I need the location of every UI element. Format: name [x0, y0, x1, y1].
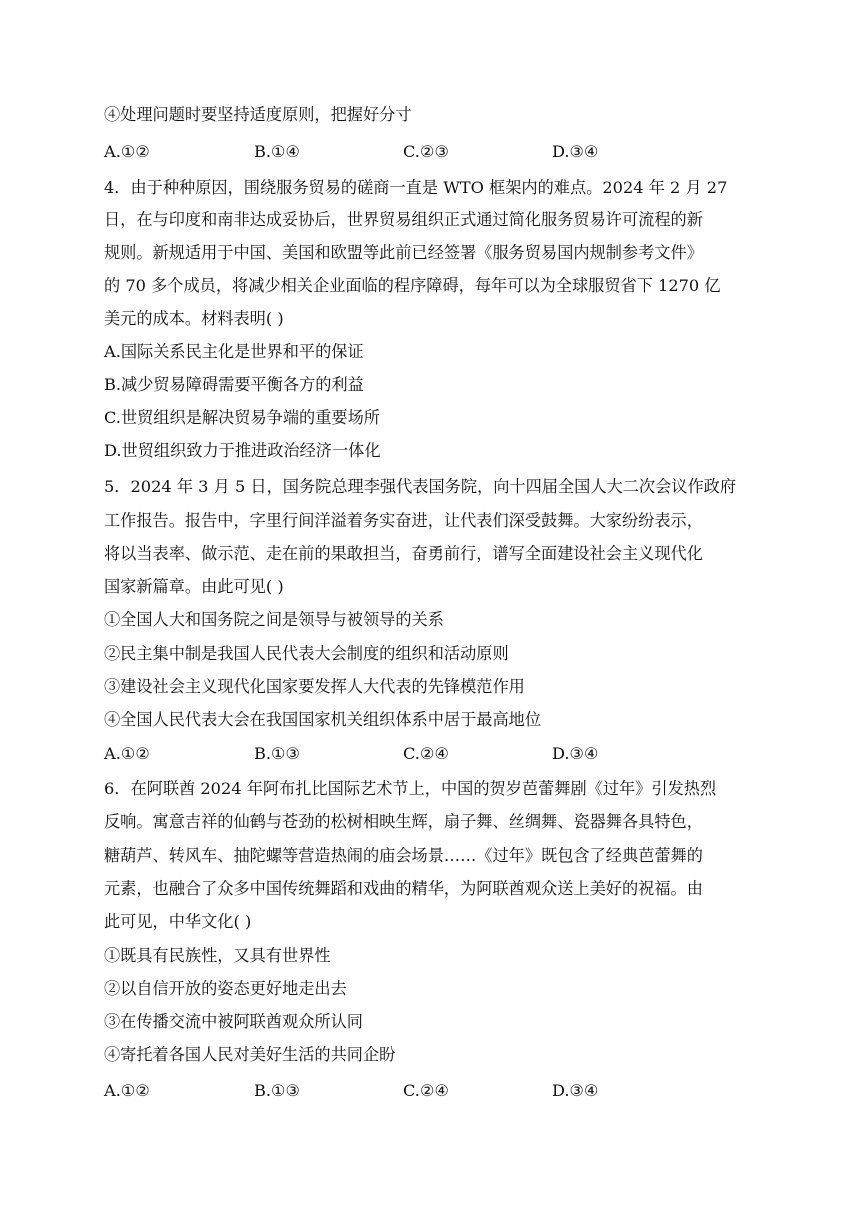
q5-item-1: ①全国人大和国务院之间是领导与被领导的关系 [104, 610, 444, 629]
q3-option-a: A.①② [104, 142, 150, 161]
q5-stem-line-2: 工作报告。报告中，字里行间洋溢着务实奋进，让代表们深受鼓舞。大家纷纷表示， [104, 511, 703, 530]
q5-item-4: ④全国人民代表大会在我国国家机关组织体系中居于最高地位 [104, 710, 542, 729]
q6-option-d: D.③④ [552, 1081, 599, 1100]
q6-stem-line-2: 反响。寓意吉祥的仙鹤与苍劲的松树相映生辉，扇子舞、丝绸舞、瓷器舞各具特色， [104, 812, 703, 831]
q6-option-c: C.②④ [403, 1081, 449, 1100]
q6-stem-line-3: 糖葫芦、转风车、抽陀螺等营造热闹的庙会场景……《过年》既包含了经典芭蕾舞的 [104, 846, 703, 865]
q3-option-b: B.①④ [254, 142, 301, 161]
q4-stem-line-2: 日，在与印度和南非达成妥协后，世界贸易组织正式通过简化服务贸易许可流程的新 [104, 210, 703, 229]
q5-stem-line-4: 国家新篇章。由此可见( ) [104, 577, 284, 596]
q5-option-d: D.③④ [552, 744, 599, 763]
q4-stem-line-4: 的 70 多个成员，将减少相关企业面临的程序障碍，每年可以为全球服贸省下 1270 亿 [104, 276, 721, 295]
q6-option-b: B.①③ [254, 1081, 301, 1100]
q6-stem-line-5: 此可见，中华文化( ) [104, 912, 252, 931]
q4-option-a: A.国际关系民主化是世界和平的保证 [104, 342, 364, 361]
q4-stem-line-1: 4．由于种种原因，围绕服务贸易的磋商一直是 WTO 框架内的难点。2024 年 2 月 27 [104, 178, 728, 197]
q6-stem-line-4: 元素，也融合了众多中国传统舞蹈和戏曲的精华，为阿联酋观众送上美好的祝福。由 [104, 879, 703, 898]
q6-stem-line-1: 6．在阿联酋 2024 年阿布扎比国际艺术节上，中国的贺岁芭蕾舞剧《过年》引发热烈 [104, 779, 717, 798]
q3-option-d: D.③④ [552, 142, 599, 161]
q6-item-4: ④寄托着各国人民对美好生活的共同企盼 [104, 1045, 396, 1064]
q5-item-3: ③建设社会主义现代化国家要发挥人大代表的先锋模范作用 [104, 677, 525, 696]
q6-item-2: ②以自信开放的姿态更好地走出去 [104, 979, 347, 998]
q4-option-b: B.减少贸易障碍需要平衡各方的利益 [104, 375, 364, 394]
q5-option-c: C.②④ [403, 744, 449, 763]
q5-stem-line-1: 5．2024 年 3 月 5 日，国务院总理李强代表国务院，向十四届全国人大二次会议作政府 [104, 477, 737, 496]
q4-stem-line-5: 美元的成本。材料表明( ) [104, 309, 284, 328]
q5-option-b: B.①③ [254, 744, 301, 763]
q6-item-3: ③在传播交流中被阿联酋观众所认同 [104, 1012, 363, 1031]
q5-stem-line-3: 将以当表率、做示范、走在前的果敢担当，奋勇前行，谱写全面建设社会主义现代化 [104, 544, 703, 563]
q4-option-c: C.世贸组织是解决贸易争端的重要场所 [104, 408, 380, 427]
q6-item-1: ①既具有民族性，又具有世界性 [104, 946, 331, 965]
q5-item-2: ②民主集中制是我国人民代表大会制度的组织和活动原则 [104, 644, 509, 663]
q5-option-a: A.①② [104, 744, 150, 763]
q3-option-c: C.②③ [403, 142, 449, 161]
q6-option-a: A.①② [104, 1081, 150, 1100]
q3-item-4: ④处理问题时要坚持适度原则，把握好分寸 [104, 105, 412, 124]
q4-stem-line-3: 规则。新规适用于中国、美国和欧盟等此前已经签署《服务贸易国内规制参考文件》 [104, 243, 703, 262]
q4-option-d: D.世贸组织致力于推进政治经济一体化 [104, 441, 381, 460]
